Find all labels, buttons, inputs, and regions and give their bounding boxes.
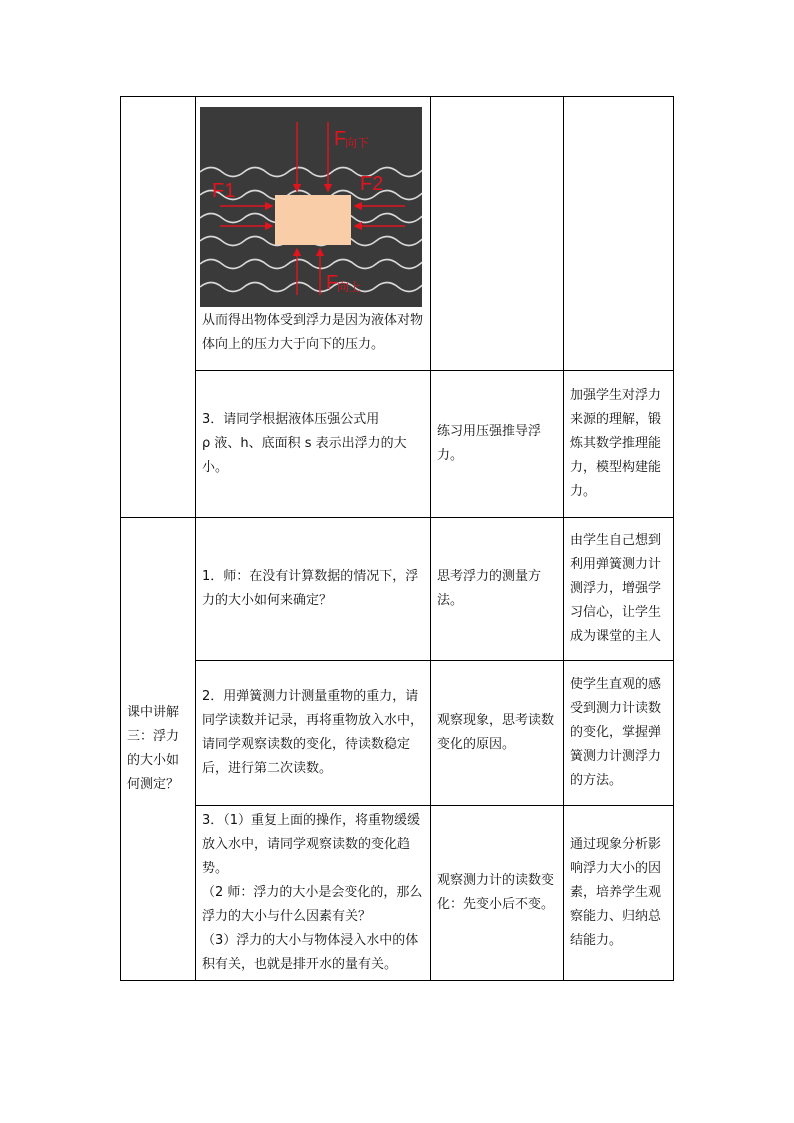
- design-intent-text: 使学生直观的感受到测力计读数的变化，掌握弹簧测力计测浮力的方法。: [570, 677, 662, 788]
- design-intent-text: 加强学生对浮力来源的理解，锻炼其数学推理能力，模型构建能力。: [570, 388, 662, 499]
- design-intent-cell: [564, 371, 674, 518]
- stage-cell-empty: [121, 97, 196, 518]
- label-f-up: F: [326, 272, 339, 294]
- student-activity-cell: [431, 806, 564, 981]
- submerged-block: [275, 195, 351, 245]
- student-activity-text: 练习用压强推导浮力。: [437, 424, 542, 463]
- activity-line: 3．请同学根据液体压强公式用: [202, 412, 380, 427]
- activity-text: 2．用弹簧测力计测量重物的重力，请同学读数并记录，再将重物放入水中，请同学观察读数的变化，待读数稳定后，进行第二次读数。: [202, 689, 424, 776]
- activity-cell: [196, 661, 431, 806]
- activity-step: （2 师：浮力的大小是会变化的，那么浮力的大小与什么因素有关？: [202, 885, 423, 924]
- label-f1: F1: [212, 180, 236, 202]
- activity-step: 3．（1）重复上面的操作，将重物缓缓放入水中，请同学观察读数的变化趋势。: [202, 813, 421, 876]
- student-activity-cell: [431, 97, 564, 371]
- activity-cell: [196, 97, 431, 371]
- student-activity-text: 思考浮力的测量方法。: [437, 569, 542, 608]
- table-row: [121, 806, 674, 981]
- student-activity-cell: [431, 661, 564, 806]
- design-intent-text: 通过现象分析影响浮力大小的因素，培养学生观察能力、归纳总结能力。: [570, 837, 662, 948]
- table-row: [121, 661, 674, 806]
- activity-cell: [196, 806, 431, 981]
- label-f-down-sub: 向下: [345, 136, 370, 150]
- activity-step: （3）浮力的大小与物体浸入水中的体积有关，也就是排开水的量有关。: [202, 933, 419, 972]
- design-intent-cell: [564, 518, 674, 661]
- activity-cell: [196, 518, 431, 661]
- stage-cell: [121, 518, 196, 981]
- design-intent-cell: [564, 806, 674, 981]
- design-intent-text: 由学生自己想到利用弹簧测力计测浮力，增强学习信心，让学生成为课堂的主人: [570, 533, 662, 644]
- lesson-plan-table: [120, 96, 674, 981]
- design-intent-cell: [564, 661, 674, 806]
- student-activity-cell: [431, 518, 564, 661]
- table-row: [121, 97, 674, 371]
- student-activity-text: 观察现象，思考读数变化的原因。: [437, 713, 555, 752]
- activity-line: ρ 液、h、底面积 s 表示出浮力的大小。: [202, 436, 407, 475]
- activity-text: 1．师：在没有计算数据的情况下，浮力的大小如何来确定？: [202, 569, 419, 608]
- label-f2: F2: [360, 173, 384, 195]
- design-intent-cell: [564, 97, 674, 371]
- buoyancy-pressure-diagram: [200, 107, 422, 307]
- label-f-down: F: [334, 128, 347, 150]
- label-f-up-sub: 向上: [337, 280, 362, 294]
- stage-title: 课中讲解三：浮力的大小如何测定？: [127, 705, 180, 792]
- student-activity-text: 观察测力计的读数变化：先变小后不变。: [437, 873, 555, 912]
- student-activity-cell: [431, 371, 564, 518]
- activity-cell: [196, 371, 431, 518]
- conclusion-text: 从而得出物体受到浮力是因为液体对物体向上的压力大于向下的压力。: [202, 313, 424, 352]
- table-row: [121, 371, 674, 518]
- table-row: [121, 518, 674, 661]
